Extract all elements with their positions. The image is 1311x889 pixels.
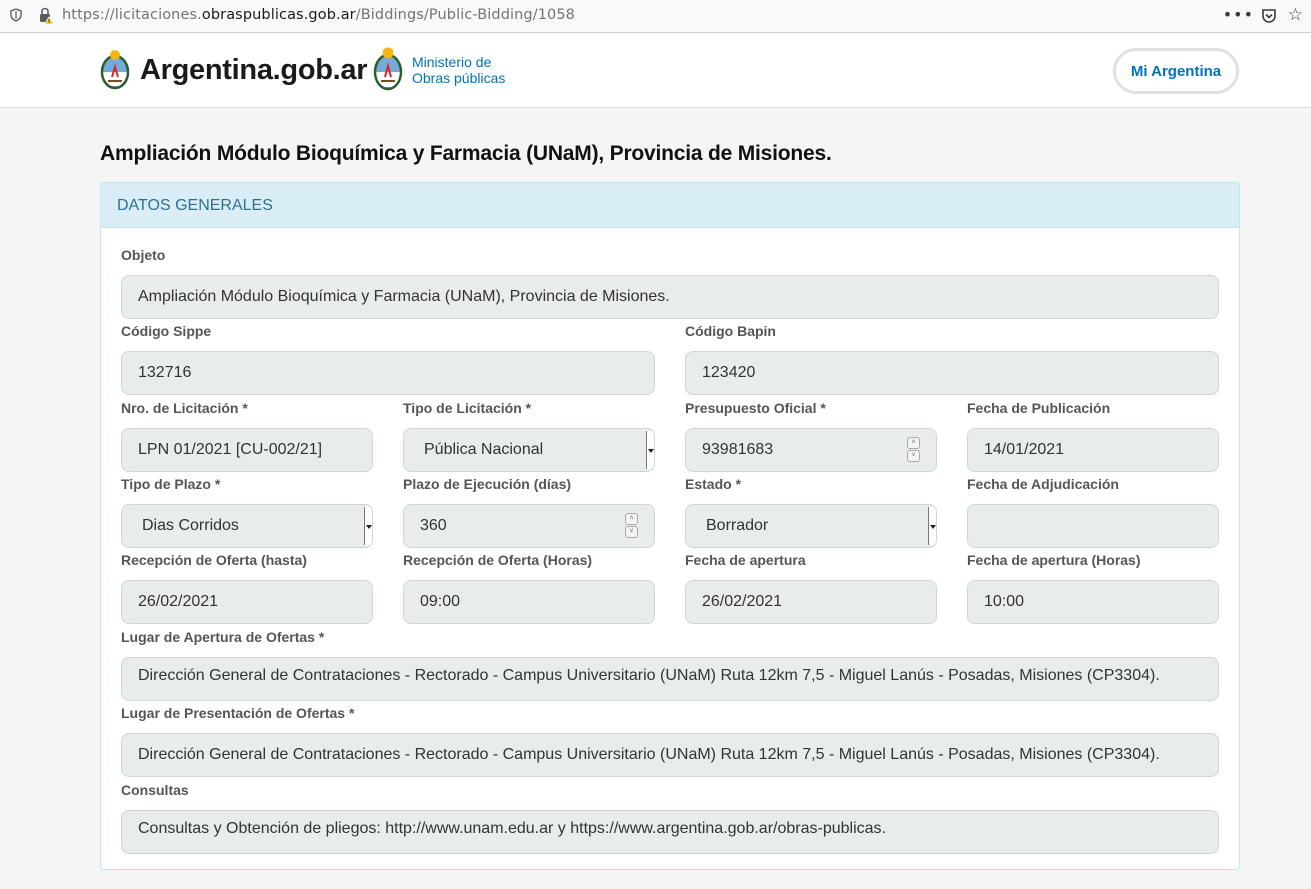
argentina-logo[interactable] (100, 47, 367, 93)
select-arrow-icon[interactable] (928, 507, 936, 545)
presupuesto-label: Presupuesto Oficial * (685, 400, 826, 416)
number-spinner[interactable] (625, 513, 638, 539)
datos-generales-panel (100, 182, 1240, 870)
coat-of-arms-icon (372, 45, 404, 95)
browser-toolbar (0, 0, 1311, 33)
codigo-sippe-field[interactable]: 132716 (121, 351, 655, 395)
tipo-licitacion-value: Pública Nacional (424, 441, 544, 458)
select-arrow-icon[interactable] (364, 507, 372, 545)
plazo-ejecucion-label: Plazo de Ejecución (días) (403, 476, 572, 492)
nro-licitacion-label: Nro. de Licitación * (121, 400, 248, 416)
fecha-apertura-label: Fecha de apertura (685, 552, 806, 568)
presupuesto-field[interactable] (685, 428, 937, 472)
lugar-apertura-label: Lugar de Apertura de Ofertas * (121, 629, 325, 645)
plazo-ejecucion-field[interactable] (403, 504, 655, 548)
select-arrow-icon[interactable] (646, 431, 654, 469)
ministry-line2: Obras públicas (412, 70, 506, 86)
number-spinner[interactable] (907, 437, 920, 463)
consultas-label: Consultas (121, 782, 189, 798)
fecha-apertura-horas-label: Fecha de apertura (Horas) (967, 552, 1141, 568)
plazo-ejecucion-value: 360 (420, 517, 447, 534)
consultas-textarea[interactable] (121, 810, 1219, 854)
codigo-sippe-label: Código Sippe (121, 323, 212, 339)
lugar-presentacion-field[interactable]: Dirección General de Contrataciones - Rectorado - Campus Universitario (UNaM) Ruta 12km 7,5 - Miguel Lanús - Posadas, Misiones (CP3304). (121, 733, 1219, 777)
recepcion-hasta-field[interactable]: 26/02/2021 (121, 580, 373, 624)
tipo-plazo-label: Tipo de Plazo * (121, 476, 221, 492)
fecha-adjudicacion-label: Fecha de Adjudicación (967, 476, 1119, 492)
coat-of-arms-icon (100, 47, 130, 93)
lugar-apertura-value: Dirección General de Contrataciones - Rectorado - Campus Universitario (UNaM) Ruta 12km 7,5 - Miguel Lanús - Posadas, Misiones (CP3304). (138, 667, 1160, 684)
tipo-plazo-value: Dias Corridos (142, 517, 239, 534)
mi-argentina-button[interactable]: Mi Argentina (1113, 48, 1239, 94)
ministry-line1: Ministerio de (412, 54, 492, 70)
tipo-licitacion-select[interactable] (403, 428, 655, 472)
codigo-bapin-field[interactable]: 123420 (685, 351, 1219, 395)
lugar-apertura-textarea[interactable] (121, 657, 1219, 701)
fecha-apertura-horas-field[interactable]: 10:00 (967, 580, 1219, 624)
codigo-bapin-label: Código Bapin (685, 323, 776, 339)
pocket-icon[interactable] (1261, 8, 1277, 24)
page-actions-menu-icon[interactable]: ••• (1222, 5, 1254, 24)
spinner-down-icon[interactable]: ˅ (625, 526, 638, 538)
nro-licitacion-field[interactable]: LPN 01/2021 [CU-002/21] (121, 428, 373, 472)
panel-heading: DATOS GENERALES (101, 183, 1239, 228)
brand-name: Argentina.gob.ar (140, 53, 368, 86)
estado-select[interactable] (685, 504, 937, 548)
fecha-publicacion-field[interactable]: 14/01/2021 (967, 428, 1219, 472)
spinner-down-icon[interactable]: ˅ (907, 450, 920, 462)
objeto-label: Objeto (121, 247, 166, 263)
estado-label: Estado * (685, 476, 742, 492)
estado-value: Borrador (706, 517, 769, 534)
address-bar[interactable]: https://licitaciones.obraspublicas.gob.ar/Biddings/Public-Bidding/1058 (62, 7, 576, 23)
consultas-value: Consultas y Obtención de pliegos: http://www.unam.edu.ar y https://www.argentina.gob.ar/obras-publicas. (138, 820, 886, 837)
fecha-adjudicacion-field[interactable] (967, 504, 1219, 548)
objeto-field[interactable]: Ampliación Módulo Bioquímica y Farmacia (UNaM), Provincia de Misiones. (121, 275, 1219, 319)
fecha-publicacion-label: Fecha de Publicación (967, 400, 1111, 416)
presupuesto-value: 93981683 (702, 441, 774, 458)
spinner-up-icon[interactable]: ˄ (907, 437, 920, 449)
bookmark-star-icon[interactable]: ☆ (1287, 5, 1303, 25)
shield-icon[interactable] (10, 8, 24, 24)
ministerio-logo[interactable] (372, 45, 505, 95)
site-header (0, 33, 1311, 108)
spinner-up-icon[interactable]: ˄ (625, 513, 638, 525)
insecure-lock-icon[interactable] (38, 7, 54, 25)
recepcion-hasta-label: Recepción de Oferta (hasta) (121, 552, 307, 568)
page-title: Ampliación Módulo Bioquímica y Farmacia (UNaM), Provincia de Misiones. (100, 142, 832, 165)
recepcion-horas-field[interactable]: 09:00 (403, 580, 655, 624)
tipo-plazo-select[interactable] (121, 504, 373, 548)
fecha-apertura-field[interactable]: 26/02/2021 (685, 580, 937, 624)
recepcion-horas-label: Recepción de Oferta (Horas) (403, 552, 593, 568)
tipo-licitacion-label: Tipo de Licitación * (403, 400, 532, 416)
lugar-presentacion-label: Lugar de Presentación de Ofertas * (121, 705, 355, 721)
